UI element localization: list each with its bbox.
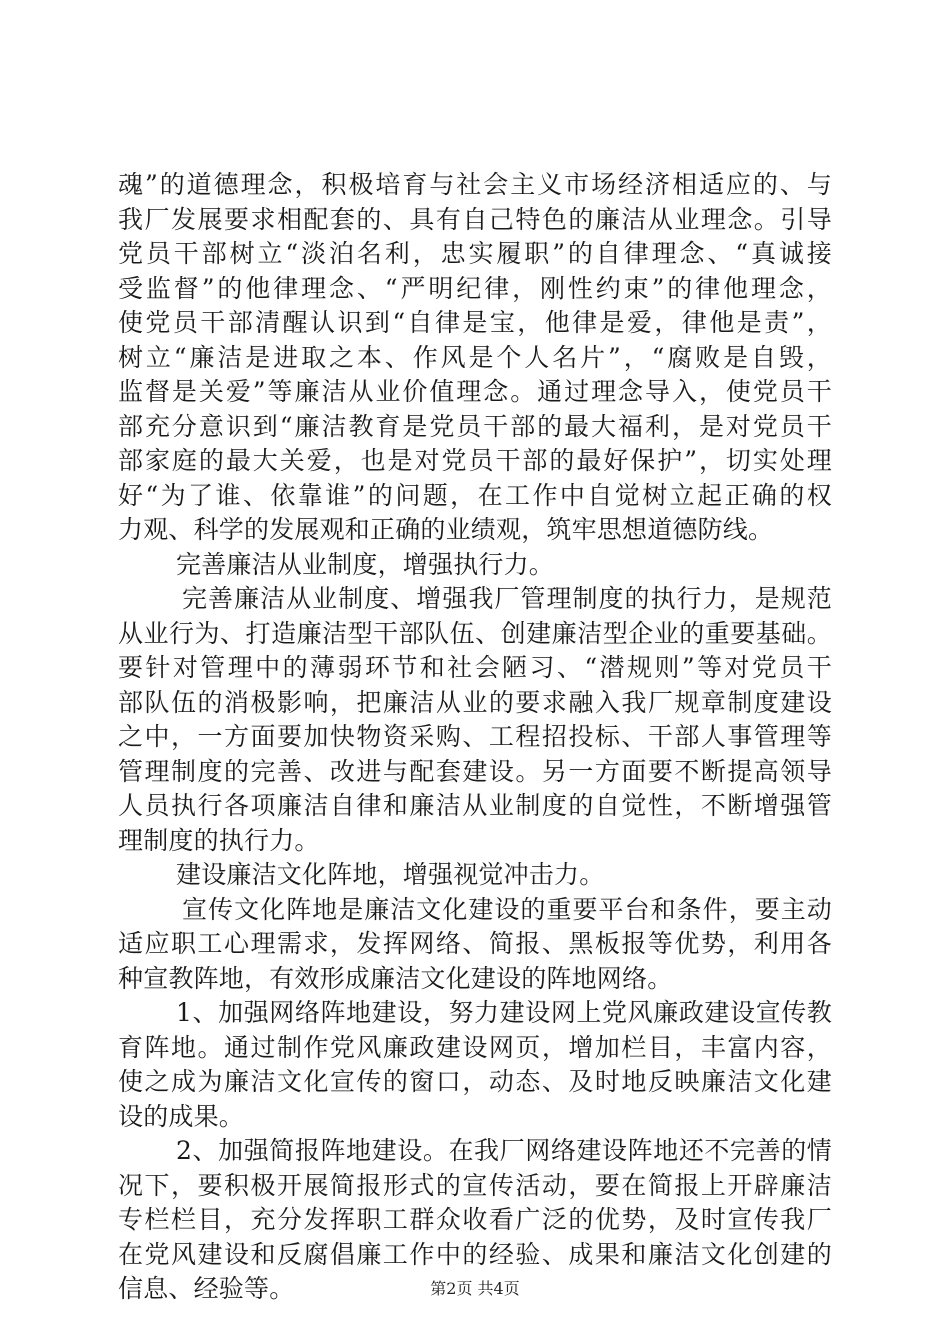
text-line: 种宣教阵地，有效形成廉洁文化建设的阵地网络。 [118,963,673,993]
text-line: 完善廉洁从业制度，增强执行力。 [176,549,555,579]
text-line: 使之成为廉洁文化宣传的窗口，动态、及时地反映廉洁文化建 [118,1067,832,1096]
text-line: 我厂发展要求相配套的、具有自己特色的廉洁从业理念。引导 [118,204,832,234]
text-line: 建设廉洁文化阵地，增强视觉冲击力。 [176,860,605,889]
document-body [118,168,832,1307]
text-line: 树立“廉洁是进取之本、作风是个人名片”，“腐败是自毁， [118,342,832,372]
text-line: 信息、经验等。 [118,1274,295,1303]
text-line: 要针对管理中的薄弱环节和社会陋习、“潜规则”等对党员干 [118,653,832,682]
text-line: 部家庭的最大关爱，也是对党员干部的最好保护”，切实处理 [118,446,832,475]
text-line: 好“为了谁、依靠谁”的问题，在工作中自觉树立起正确的权 [118,480,832,510]
text-line: 力观、科学的发展观和正确的业绩观，筑牢思想道德防线。 [118,515,774,544]
text-line: 监督是关爱”等廉洁从业价值理念。通过理念导入，使党员干 [118,377,832,406]
text-line: 部队伍的消极影响，把廉洁从业的要求融入我厂规章制度建设 [118,687,832,717]
text-line: 育阵地。通过制作党风廉政建设网页，增加栏目，丰富内容， [118,1032,832,1062]
text-line: 1、加强网络阵地建设，努力建设网上党风廉政建设宣传教 [176,998,832,1027]
text-line: 2、加强简报阵地建设。在我厂网络建设阵地还不完善的情 [176,1136,832,1165]
text-line: 在党风建设和反腐倡廉工作中的经验、成果和廉洁文化创建的 [118,1239,832,1269]
text-line: 魂”的道德理念，积极培育与社会主义市场经济相适应的、与 [118,170,832,199]
text-line: 适应职工心理需求，发挥网络、简报、黑板报等优势，利用各 [118,929,832,958]
text-line: 之中，一方面要加快物资采购、工程招投标、干部人事管理等 [118,722,832,751]
text-line: 况下，要积极开展简报形式的宣传活动，要在简报上开辟廉洁 [118,1170,832,1200]
text-line: 人员执行各项廉洁自律和廉洁从业制度的自觉性，不断增强管 [118,791,832,820]
text-line: 从业行为、打造廉洁型干部队伍、创建廉洁型企业的重要基础。 [118,618,832,648]
text-line: 宣传文化阵地是廉洁文化建设的重要平台和条件，要主动 [182,894,832,924]
text-line: 使党员干部清醒认识到“自律是宝，他律是爱，律他是责”， [118,308,832,337]
text-line: 管理制度的完善、改进与配套建设。另一方面要不断提高领导 [118,756,832,786]
text-line: 理制度的执行力。 [118,825,320,855]
text-line: 受监督”的他律理念、“严明纪律，刚性约束”的律他理念， [118,273,832,303]
text-line: 党员干部树立“淡泊名利，忠实履职”的自律理念、“真诚接 [118,239,832,268]
page-footer: 第2页 共4页 [430,1279,520,1298]
text-line: 完善廉洁从业制度、增强我厂管理制度的执行力，是规范 [182,584,832,613]
text-line: 专栏栏目，充分发挥职工群众收看广泛的优势，及时宣传我厂 [118,1205,832,1234]
text-line: 部充分意识到“廉洁教育是党员干部的最大福利，是对党员干 [118,411,832,441]
text-line: 设的成果。 [118,1101,245,1131]
